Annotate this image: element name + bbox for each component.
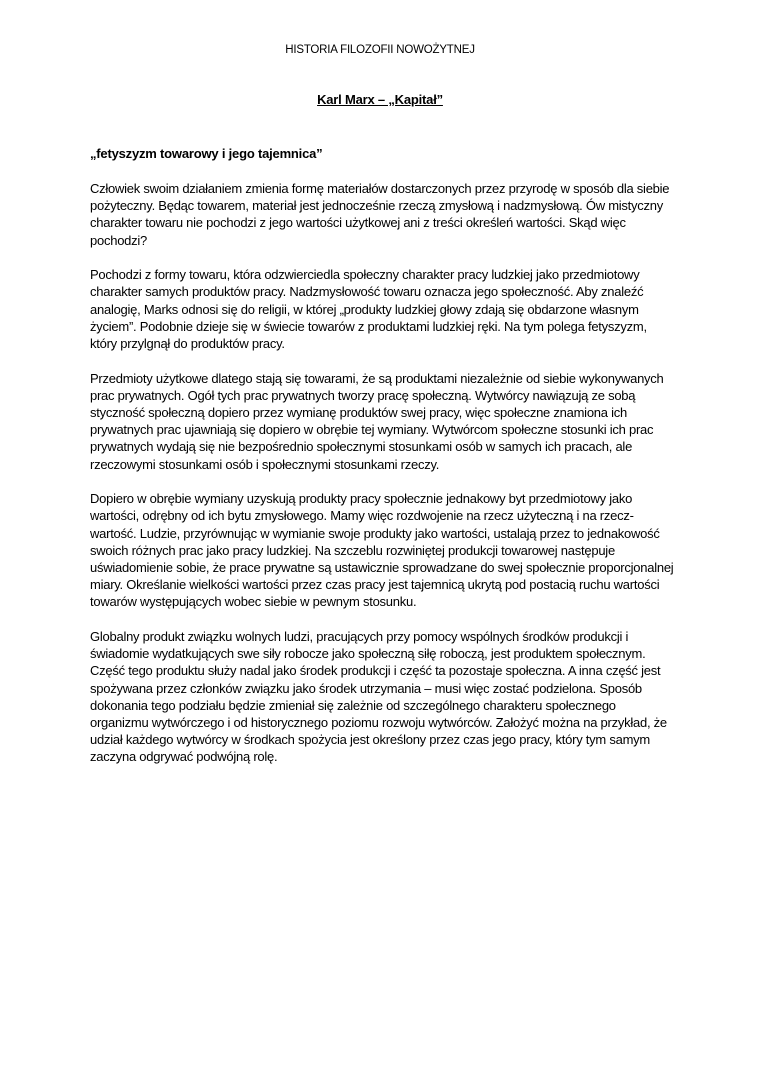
paragraph: Pochodzi z formy towaru, która odzwierciedla społeczny charakter pracy ludzkiej jako przedmiotowy charakter samych produktów pracy. Nadzmysłowość towaru oznacza jego społeczność. Aby znaleźć analogię, Marks odnosi się do religii, w której „produkty ludzkiej głowy zdają się obdarzone własnym życiem”. Podobnie dzieje się w świecie towarów z produktami ludzkiej ręki. Na tym polega fetyszyzm, który przylgnął do produktów pracy. [90,267,647,352]
paragraph: Globalny produkt związku wolnych ludzi, pracujących przy pomocy wspólnych środków produkcji i świadomie wydatkujących swe siły robocze jako społeczną siłę roboczą, jest produktem społecznym. Część tego produktu służy nadal jako środek produkcji i część ta pozostaje społeczna. A inna część jest spożywana przez członków związku jako środek utrzymania – musi więc zostać podzielona. Sposób dokonania tego podziału będzie zmieniał się zależnie od szczególnego charakteru społecznego organizmu wytwórczego i od historycznego poziomu rozwoju wytwórców. Założyć można na przykład, że udział każdego wytwórcy w środkach spożycia jest określony przez czas jego pracy, który tym samym zaczyna odgrywać podwójną rolę. [90,629,667,765]
paragraph: Człowiek swoim działaniem zmienia formę materiałów dostarczonych przez przyrodę w sposób dla siebie pożyteczny. Będąc towarem, materiał jest jednocześnie rzeczą zmysłową i nadzmysłową. Ów mistyczny charakter towaru nie pochodzi z jego wartości użytkowej ani z treści określeń wartości. Skąd więc pochodzi? [90,181,670,248]
section-subtitle: „fetyszyzm towarowy i jego tajemnica” [90,146,323,161]
paragraph: Dopiero w obrębie wymiany uzyskują produkty pracy społecznie jednakowy byt przedmiotowy jako wartości, odrębny od ich bytu zmysłowego. Mamy więc rozdwojenie na rzecz użyteczną i na rzecz-wartość. Ludzie, przyrównując w wymianie swoje produkty jako wartości, ustalają przez to jednakowość swoich różnych prac jako pracy ludzkiej. Na szczeblu rozwiniętej produkcji towarowej następuje uświadomienie sobie, że prace prywatne są ustawicznie sprowadzane do swej społecznie proporcjonalnej miary. Określanie wielkości wartości przez czas pracy jest tajemnicą ukrytą pod postacią ruchu wartości towarów występujących wobec siebie w pewnym stosunku. [90,491,674,610]
page-header: HISTORIA FILOZOFII NOWOŻYTNEJ [285,44,475,56]
paragraph: Przedmioty użytkowe dlatego stają się towarami, że są produktami niezależnie od siebie wykonywanych prac prywatnych. Ogół tych prac prywatnych tworzy pracę społeczną. Wytwórcy nawiązują ze sobą styczność społeczną dopiero przez wymianę produktów swej pracy, więc społeczne znamiona ich prywatnych prac ujawniają się dopiero w obrębie tej wymiany. Wytwórcom społeczne stosunki ich prac prywatnych wydają się nie bezpośrednio społecznymi stosunkami osób w samych ich pracach, ale rzeczowymi stosunkami osób i społecznymi stosunkami rzeczy. [90,370,664,472]
document-title: Karl Marx – „Kapitał” [317,92,443,107]
document-body [90,180,675,783]
